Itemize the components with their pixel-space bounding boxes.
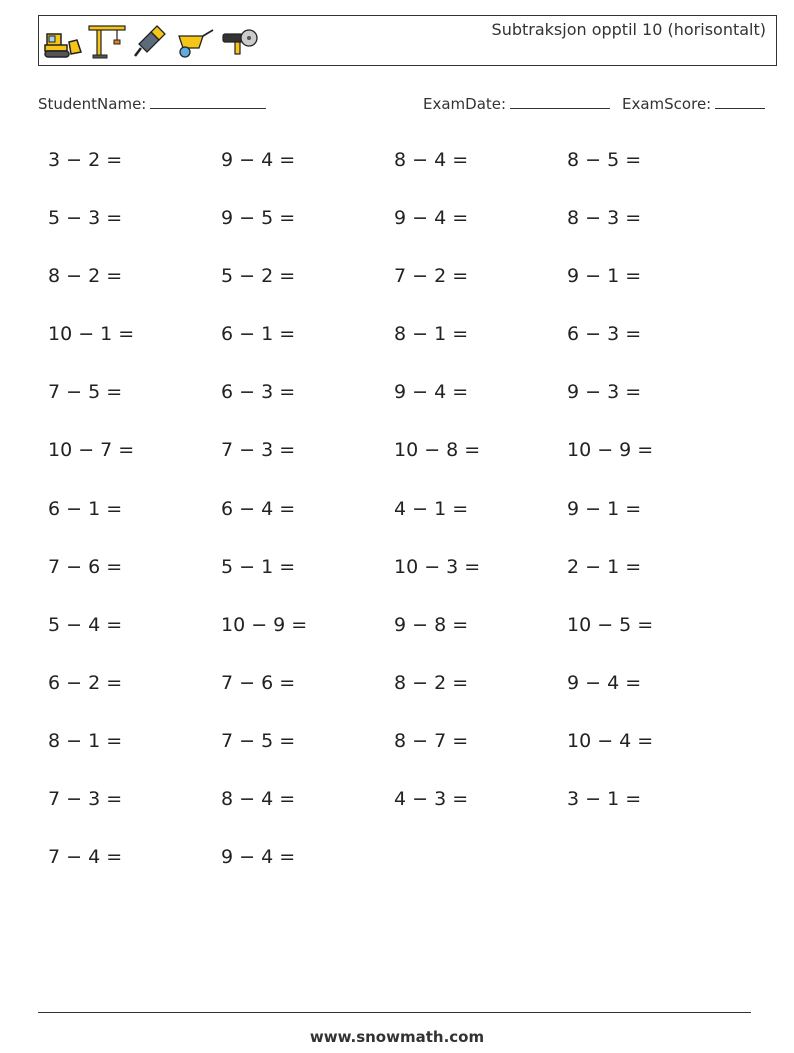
bulldozer-icon	[43, 22, 83, 60]
problem-item: 8 − 3 =	[567, 207, 642, 230]
problem-item: 7 − 3 =	[48, 788, 123, 811]
problem-item: 5 − 3 =	[48, 207, 123, 230]
student-name-line[interactable]	[150, 94, 266, 109]
exam-date-line[interactable]	[510, 94, 610, 109]
problem-item: 9 − 4 =	[394, 381, 469, 404]
student-name-field	[38, 94, 266, 113]
problem-grid	[48, 146, 740, 901]
problem-item: 10 − 3 =	[394, 555, 481, 578]
problem-item: 10 − 9 =	[567, 439, 654, 462]
problem-item: 7 − 3 =	[221, 439, 296, 462]
problem-item: 8 − 1 =	[48, 729, 123, 752]
problem-item: 9 − 1 =	[567, 497, 642, 520]
student-name-label: StudentName:	[38, 95, 147, 113]
problem-item: 9 − 8 =	[394, 613, 469, 636]
problem-item: 5 − 4 =	[48, 613, 123, 636]
problem-item: 10 − 5 =	[567, 613, 654, 636]
header-box	[38, 15, 777, 66]
problem-item: 7 − 6 =	[221, 671, 296, 694]
problem-item: 8 − 4 =	[221, 788, 296, 811]
exam-date-label: ExamDate:	[423, 95, 507, 113]
footer-divider	[38, 1012, 751, 1013]
footer-website: www.snowmath.com	[309, 1028, 485, 1046]
crane-icon	[87, 22, 127, 60]
problem-item: 4 − 1 =	[394, 497, 469, 520]
problem-item: 8 − 1 =	[394, 323, 469, 346]
problem-item: 3 − 1 =	[567, 788, 642, 811]
problem-item: 7 − 5 =	[221, 729, 296, 752]
problem-item: 8 − 2 =	[48, 265, 123, 288]
problem-item: 5 − 2 =	[221, 265, 296, 288]
problem-item: 6 − 4 =	[221, 497, 296, 520]
problem-item: 7 − 2 =	[394, 265, 469, 288]
problem-item: 9 − 4 =	[394, 207, 469, 230]
exam-score-line[interactable]	[715, 94, 765, 109]
problem-item: 9 − 3 =	[567, 381, 642, 404]
problem-item: 3 − 2 =	[48, 149, 123, 171]
problem-item: 4 − 3 =	[394, 788, 469, 811]
problem-item: 6 − 3 =	[221, 381, 296, 404]
jackhammer-icon	[131, 22, 171, 60]
problem-item: 8 − 2 =	[394, 671, 469, 694]
problem-item: 7 − 5 =	[48, 381, 123, 404]
worksheet-title: Subtraksjon opptil 10 (horisontalt)	[491, 20, 766, 39]
angle-grinder-icon	[219, 22, 259, 60]
problem-item: 8 − 4 =	[394, 149, 469, 171]
exam-score-field	[622, 94, 765, 113]
problem-item: 7 − 4 =	[48, 846, 123, 869]
header-icons	[43, 22, 259, 60]
problem-item: 9 − 4 =	[221, 846, 296, 869]
problem-item: 9 − 1 =	[567, 265, 642, 288]
exam-score-label: ExamScore:	[622, 95, 712, 113]
problem-item: 9 − 4 =	[567, 671, 642, 694]
problem-item: 6 − 2 =	[48, 671, 123, 694]
problem-item: 8 − 5 =	[567, 149, 642, 171]
problem-item: 6 − 1 =	[221, 323, 296, 346]
problem-item: 10 − 1 =	[48, 323, 135, 346]
problem-item: 9 − 4 =	[221, 149, 296, 171]
problem-item: 10 − 9 =	[221, 613, 308, 636]
problem-item: 9 − 5 =	[221, 207, 296, 230]
problem-item: 6 − 1 =	[48, 497, 123, 520]
problem-item: 10 − 7 =	[48, 439, 135, 462]
problem-item: 6 − 3 =	[567, 323, 642, 346]
problem-item: 8 − 7 =	[394, 729, 469, 752]
problem-item: 7 − 6 =	[48, 555, 123, 578]
wheelbarrow-icon	[175, 22, 215, 60]
problem-item: 5 − 1 =	[221, 555, 296, 578]
exam-date-field	[423, 94, 610, 113]
problem-item: 10 − 8 =	[394, 439, 481, 462]
problem-item: 10 − 4 =	[567, 729, 654, 752]
problem-item: 2 − 1 =	[567, 555, 642, 578]
